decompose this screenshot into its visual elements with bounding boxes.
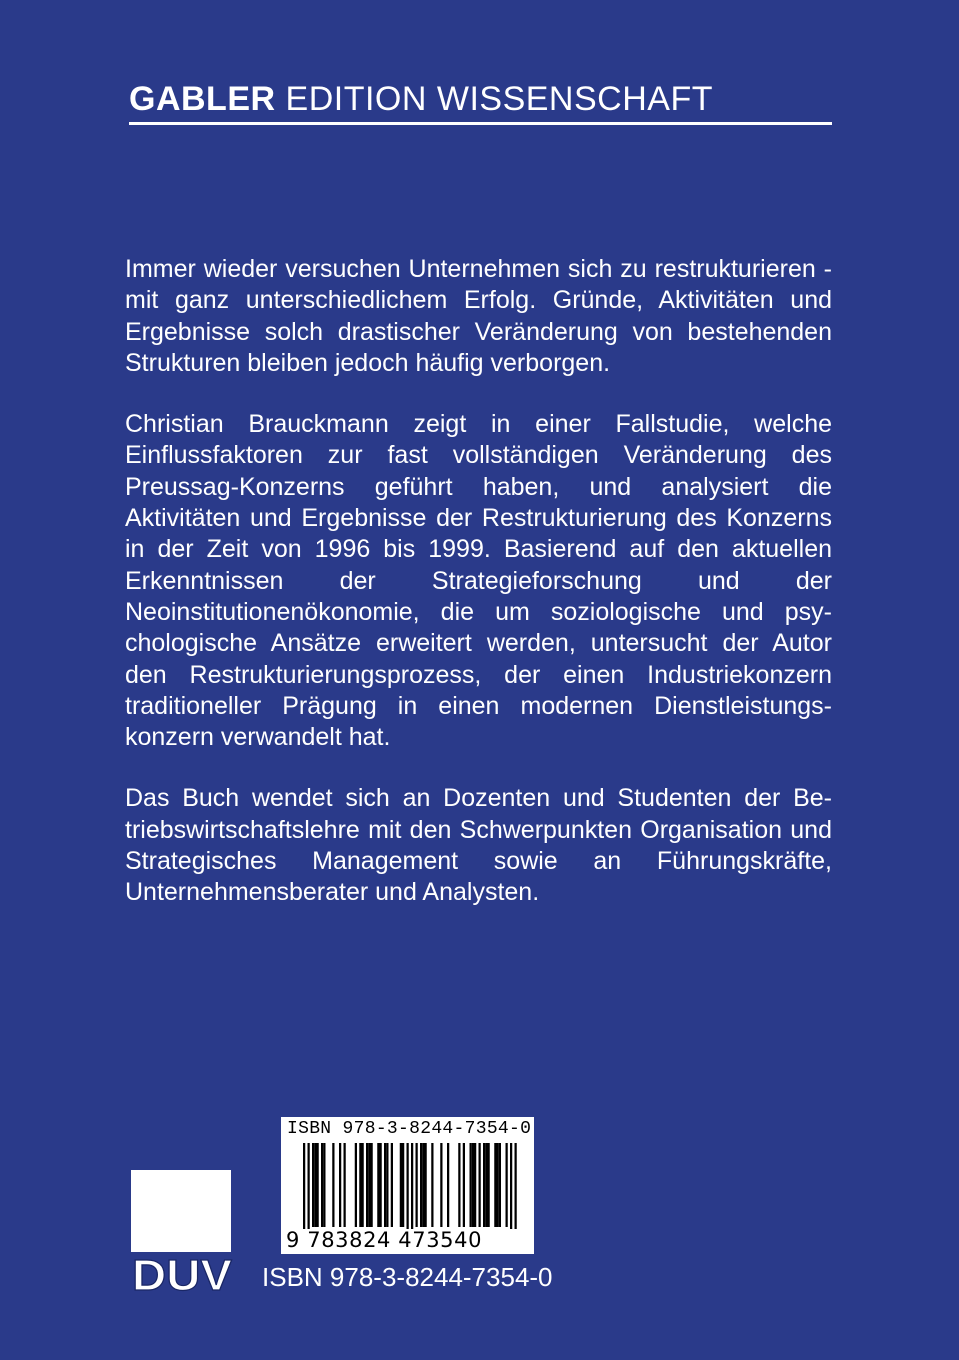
- barcode-bar: [366, 1143, 368, 1227]
- barcode-bar: [377, 1143, 379, 1227]
- barcode-bar: [485, 1143, 487, 1227]
- barcode-guard-bar: [308, 1143, 310, 1229]
- barcode-bar: [355, 1143, 357, 1227]
- barcode-bar: [497, 1143, 499, 1227]
- barcode-bar: [499, 1143, 501, 1227]
- barcode-bar: [488, 1143, 490, 1227]
- barcode-bar: [447, 1143, 449, 1227]
- publisher-brand: GABLER: [129, 80, 276, 118]
- barcode-guard-bar: [515, 1143, 517, 1229]
- barcode-bar: [494, 1143, 496, 1227]
- barcode-bar: [400, 1143, 402, 1227]
- duv-logo: [131, 1170, 235, 1292]
- barcode-bar: [472, 1143, 474, 1227]
- barcode-bar: [344, 1143, 346, 1227]
- barcode-bar: [386, 1143, 388, 1227]
- barcode-bar: [368, 1143, 370, 1227]
- barcode-bar: [463, 1143, 465, 1227]
- barcode-bar: [506, 1143, 508, 1227]
- barcode-bar: [431, 1143, 433, 1227]
- barcode-bar: [470, 1143, 472, 1227]
- barcode-bar: [422, 1143, 424, 1227]
- blurb-paragraph-3: Das Buch wendet sich an Dozenten und Studenten der Betriebswirtschaftslehre mit den Schwerpunkten Organisation und Strategisches Management sowie an Führungskräfte, Unternehmensberater und Analysten.: [125, 784, 832, 907]
- barcode-guard-bar: [407, 1143, 409, 1229]
- barcode-guard-bar: [510, 1143, 512, 1229]
- barcode-bar: [332, 1143, 334, 1227]
- barcode-bar: [384, 1143, 386, 1227]
- barcode-bar: [380, 1143, 382, 1227]
- barcode-bar: [323, 1143, 325, 1227]
- barcode-bar: [474, 1143, 476, 1227]
- barcode-bar: [416, 1143, 418, 1227]
- barcode-bar: [402, 1143, 404, 1227]
- duv-logo-block: [131, 1170, 231, 1252]
- back-cover-blurb: [125, 254, 832, 939]
- barcode-bar: [339, 1143, 341, 1227]
- barcode-bars: [281, 1141, 534, 1229]
- barcode-bar: [483, 1143, 485, 1227]
- barcode-bar: [479, 1143, 481, 1227]
- series-name: EDITION WISSENSCHAFT: [285, 80, 713, 118]
- barcode-isbn-label: ISBN 978-3-8244-7354-0: [287, 1119, 532, 1139]
- blurb-paragraph-1: Immer wieder versuchen Unternehmen sich zu restrukturieren - mit ganz unterschiedlichem Erfolg. Gründe, Aktivitäten und Ergebnisse solch drastischer Veränderung von bestehenden Strukturen bleiben jedoch häufig verborgen.: [125, 255, 832, 377]
- barcode-guard-bar: [303, 1143, 305, 1229]
- barcode-bar: [317, 1143, 319, 1227]
- barcode-ean-digits: 9 783824 473540: [286, 1228, 483, 1252]
- barcode-box: [281, 1117, 534, 1254]
- barcode-bar: [362, 1143, 364, 1227]
- barcode-bar: [458, 1143, 460, 1227]
- barcode-bar: [312, 1143, 314, 1227]
- barcode-bar: [371, 1143, 373, 1227]
- barcode-bar: [314, 1143, 316, 1227]
- header-rule: [129, 122, 832, 125]
- barcode-guard-bar: [411, 1143, 413, 1229]
- duv-logo-text: DUV: [132, 1251, 233, 1292]
- blurb-paragraph-2: Christian Brauckmann zeigt in einer Fallstudie, welche Einflussfaktoren zur fast vollständigen Veränderung des Preussag-Konzerns geführt haben, und analysiert die Aktivitäten und Ergebnisse der Restrukturierung des Konzerns in der Zeit von 1996 bis 1999. Basierend auf den aktuellen Erkenntnissen der Strategieforschung und der Neoinstitutionenökonomie, die um soziologische und psychologische Ansätze erweitert werden, untersucht der Autor den Restrukturierungsprozess, der einen Industriekonzern traditioneller Prägung in einen modernen Dienstleistungskonzern verwandelt hat.: [125, 410, 832, 752]
- series-title: [129, 80, 713, 119]
- barcode-bar: [425, 1143, 427, 1227]
- barcode-bar: [440, 1143, 442, 1227]
- barcode-bar: [391, 1143, 393, 1227]
- barcode-bar: [321, 1143, 323, 1227]
- barcode-bar: [420, 1143, 422, 1227]
- isbn-text: ISBN 978-3-8244-7354-0: [262, 1262, 553, 1292]
- barcode-bar: [359, 1143, 361, 1227]
